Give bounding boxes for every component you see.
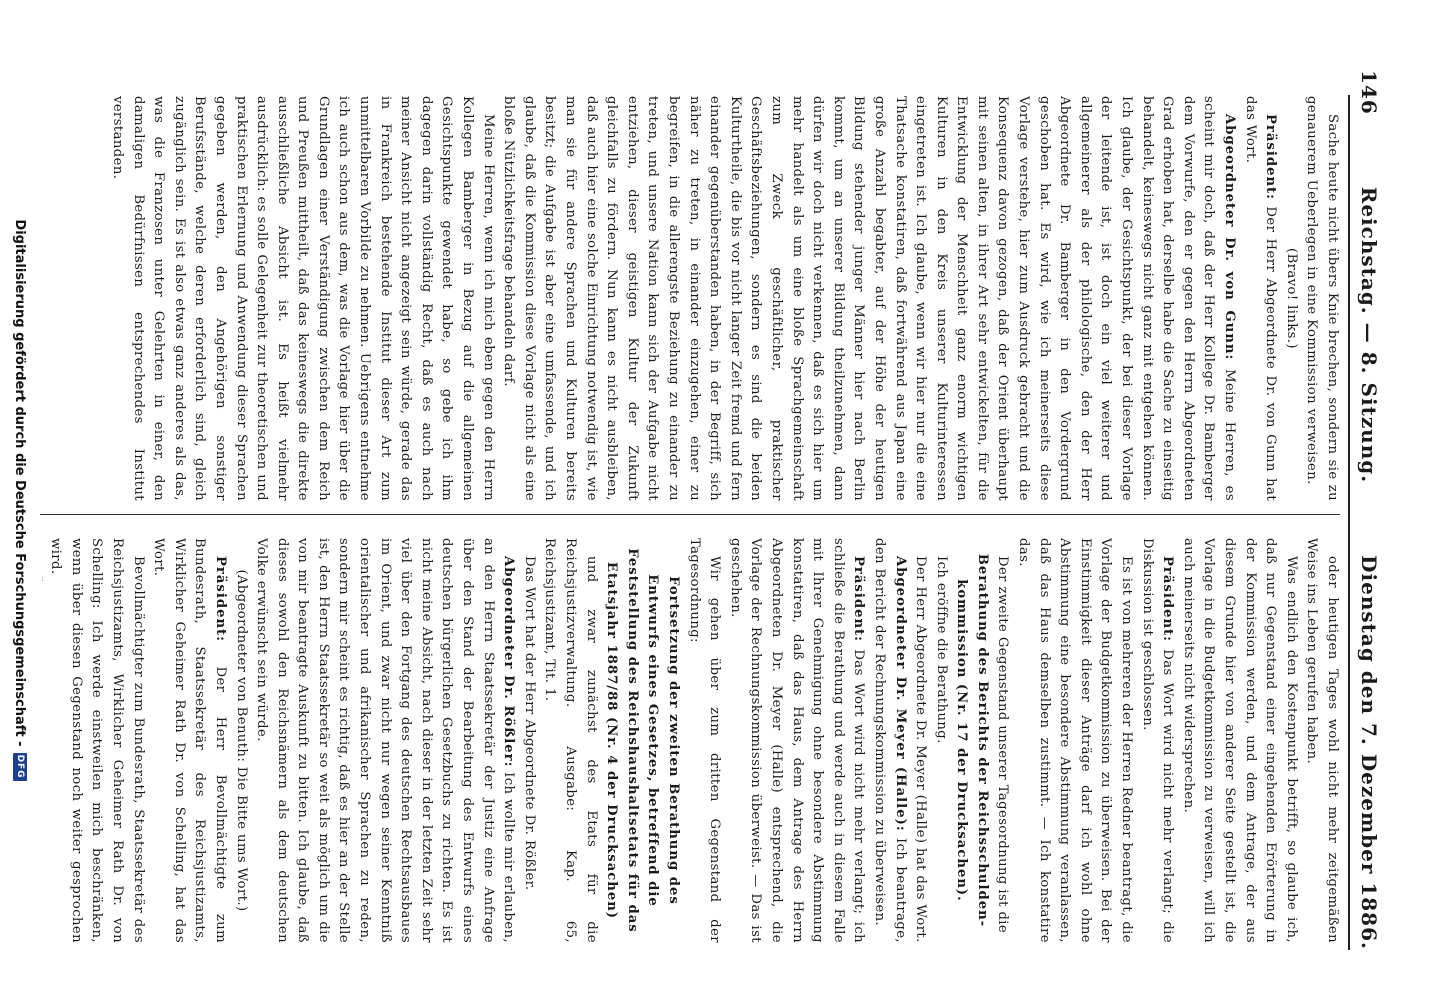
paragraph: [45, 538, 148, 943]
paragraph-text: oder heutigen Tages wohl nicht mehr zeitgemäßen Weise ins Leben gerufen haben.: [1304, 538, 1340, 943]
paragraph-text: Ich beantrage, den Bericht der Rechnungskommission zu überweisen.: [871, 538, 908, 943]
section-title: [601, 538, 683, 943]
paragraph-text: Sache heute nicht übers Knie brechen, sondern sie zu genauerem Ueberlegen in eine Kommission verweisen.: [1304, 96, 1340, 501]
section-title: [951, 538, 992, 943]
interjection: [1280, 96, 1301, 501]
speaker-name: Präsident:: [851, 556, 867, 643]
text-column-left: [42, 96, 1342, 501]
paragraph: [1136, 538, 1177, 943]
paragraph-text: Wir gehen über zum dritten Gegenstand der Tagesordnung:: [686, 538, 723, 943]
column-divider: [40, 514, 1340, 515]
paragraph: [724, 538, 868, 943]
paragraph: [930, 538, 951, 943]
paragraph: [1239, 96, 1280, 501]
paragraph: [539, 538, 601, 943]
paragraph-text: Der Herr Abgeordnete Dr. von Gunn hat das Wort.: [1242, 96, 1279, 501]
paragraph: [992, 538, 1013, 943]
paragraph-text: (Abgeordneter von Benuth: Die Bitte ums Wort.): [233, 569, 249, 912]
paragraph-text: Ich wollte mir erlauben, an den Herrn Staatssekretär der Justiz eine Anfrage über den Stand der Bearbeitung des Entwurfs eines deutschen bürgerlichen Gesetzbuchs zu richten. Es ist nicht meine Absicht, nach dieser in der letzten Zeit sehr viel über den Fortgang des deutschen Rechtsausbaues im Orient, und zwar nicht nur wegen seiner Kenntniß orientalischer und afrikanischer Sprachen zu reden, sondern mir scheint es richtig, daß es hier an der Stelle ist, den Herrn Staatssekretär so weit als möglich um die von mir beantragte Auskunft zu bitten. Ich glaube, daß dieses sowohl den Reichsnämern als dem deutschen Volke erwünscht sein würde.: [254, 538, 517, 943]
paragraph: [868, 538, 909, 943]
paragraph: [106, 96, 497, 501]
speaker-name: Präsident:: [212, 556, 228, 643]
paragraph-text: Der zweite Gegenstand unserer Tagesordnung ist die: [995, 556, 1011, 934]
dfg-logo-icon: DFG: [15, 754, 25, 779]
paragraph: [910, 538, 931, 943]
paragraph-text: und zwar zunächst des Etats für die Reichsjustizverwaltung. Ausgabe: Kap. 65, Reichsjustizamt, Tit. 1.: [542, 538, 599, 943]
paragraph: [518, 538, 539, 943]
paragraph-text: Fortsetzung der zweiten Berathung des Entwurfs eines Gesetzes, betreffend die Feststellung des Reichshaushaltsetats für das Etatsjahr 1887/88 (Nr. 4 der Drucksachen): [604, 548, 681, 933]
paragraph: [1013, 538, 1137, 943]
paragraph: [148, 538, 230, 943]
paragraph: [498, 96, 1239, 501]
paragraph-text: Das Wort hat der Herr Abgeordnete Dr. Rößler.: [521, 556, 537, 891]
speaker-name: Präsident:: [1263, 114, 1279, 201]
paragraph-text: Es ist von mehreren der Herren Redner beantragt, die Vorlage der Budgetkommission zu überweisen. Bei der Einstimmigkeit dieser Anträge darf ich wohl ohne Abstimmung eine besondere Abstimmung veranlassen, daß das Haus demselben zustimmt. — Ich konstatire das.: [1016, 538, 1135, 943]
paragraph-text: Meine Herren, wenn ich mich eben gegen den Herrn Kollegen Bamberger in Bezug auf die allgemeinen Gesichtspunkte gewendet habe, so gebe ich ihm dagegen darin vollständig Recht, daß es auch nach meiner Ansicht nicht angezeigt sein würde, gerade das in Frankreich bestehende Institut dieser Art zum unmittelbaren Vorbilde zu nehmen. Uebrigens entnehme ich auch schon aus dem, was die Vorlage hier über die Grundlagen einer Verständigung zwischen dem Reich und Preußen mittheilt, daß das keineswegs die direkte ausschließliche Absicht ist. Es heißt vielmehr ausdrücklich: es solle Gelegenheit zur theoretischen und praktischen Erlernung und Anwendung dieser Sprachen gegeben werden, den Angehörigen sonstiger Berufsstände, welche deren erforderlich sind, gleich zugänglich sein. Es ist also etwas ganz anderes als das, was die Franzosen unter Gelehrten in einer, den damaligen Bedürfnissen entsprechendes Institut verstanden.: [109, 96, 496, 501]
paragraph-text: Der Herr Abgeordnete Dr. Meyer (Halle) hat das Wort.: [913, 556, 929, 943]
header-rule: [1348, 95, 1350, 950]
paragraph: [1177, 538, 1301, 943]
paragraph-text: Das Wort wird nicht mehr verlangt; ich schließe die Berathung und werde auch in diesem Falle mit Ihrer Genehmigung ohne besondere Abstimmung konstatiren, daß das Haus, dem Antrage des Herrn Abgeordneten Dr. Meyer (Halle) entsprechend, die Vorlage der Rechnungskommission überweist. — Das ist geschehen.: [727, 538, 867, 943]
footer-text: Digitalisierung gefördert durch die Deutsche Forschungsgemeinschaft -: [12, 219, 28, 747]
paragraph: [1301, 96, 1342, 501]
speaker-name: Abgeordneter Dr. Rößler:: [501, 556, 517, 768]
page-number: 146: [1357, 70, 1381, 115]
paragraph-text: Ich eröffne die Berathung.: [933, 556, 949, 744]
paragraph-text: Was endlich den Kostenpunkt betrifft, so glaube ich, daß nur Gegenstand einer eingehenden Erörterung in der Kommission werden, und dem Antrage, der aus diesem Grunde hier von anderer Seite gestellt ist, die Vorlage in die Budgetkommission zu verweisen, will ich auch meinerseits nicht widersprechen.: [1180, 538, 1299, 943]
page-header: [1354, 70, 1384, 950]
running-head: Reichstag. — 8. Sitzung.: [1357, 186, 1381, 484]
paragraph: [42, 538, 45, 943]
speaker-name: Abgeordneter Dr. Meyer (Halle):: [892, 556, 908, 832]
paragraph-text: (Bravo! links.): [1283, 248, 1299, 349]
paragraph-text: Das Wort wird nicht mehr verlangt; die Diskussion ist geschlossen.: [1139, 538, 1176, 943]
paragraph: [251, 538, 519, 943]
paragraph-text: Bevollmächtigter zum Bundesrath, Staatssekretär des Reichsjustizamts, Wirklicher Geheimer Rath Dr. von Schelling: Ich werde einstweilen mich beschränken, wenn über diesen Gegenstand noch weiter gesprochen wird.: [48, 538, 146, 943]
paragraph: [1301, 538, 1342, 943]
session-date: Dienstag den 7. Dezember 1886.: [1357, 555, 1381, 950]
speaker-name: Präsident:: [1160, 556, 1176, 643]
text-column-right: [42, 538, 1342, 943]
speaker-name: Abgeordneter Dr. von Gunn:: [1222, 114, 1238, 361]
speaker-name: [42, 556, 43, 642]
paragraph: [683, 538, 724, 943]
digitization-footer: [5, 0, 35, 1000]
paragraph-text: Berathung des Berichts der Reichsschulden-kommission (Nr. 17 der Drucksachen).: [954, 553, 990, 928]
interjection: [230, 538, 251, 943]
paragraph-text: Meine Herren, es scheint mir doch, daß der Herr Kollege Dr. Bamberger dem Vorwurfe, den er gegen den Herrn Abgeordneten Grad erhoben hat, derselbe habe die Sache zu einseitig behandelt, keineswegs nicht ganz mit entgehen können. Ich glaube, der Gesichtspunkt, der bei dieser Vorlage der leitende ist, ist doch ein viel weiterer und allgemeinerer als der philologische, den der Herr Abgeordnete Dr. Bamberger in den Vordergrund geschoben hat. Es wird, wie ich meinerseits diese Vorlage verstehe, hier zum Ausdruck gebracht und die Konsequenz davon gezogen, daß der Orient überhaupt mit seinen alten, in ihrer Art sehr entwickelten, für die Entwicklung der Menschheit ganz enorm wichtigen Kulturen in den Kreis unserer Kulturinteressen eingetreten ist. Ich glaube, wenn wir hier nur die eine Thatsache konstatiren, daß fortwährend aus Japan eine große Anzahl begabter, auf der Höhe der heutigen Bildung stehender junger Männer hier nach Berlin kommt, um an unserer Bildung theilzunehmen, dann dürfen wir doch nicht verkennen, daß es sich hier um mehr handelt als um eine bloße Sprachgemeinschaft zum Zweck geschäftlicher, praktischer Geschäftsbeziehungen, sondern es sind die beiden Kulturtheile, die bis vor nicht langer Zeit fremd und fern einander gegenüberstanden haben, in der Begriff, sich näher zu treten, in einander einzugehen, einer zu begreifen, in die allerengste Beziehung zu einander zu treten, und unsere Nation kann sich der Aufgabe nicht entziehen, dieser geistigen Kultur der Zukunft gleichfalls zu fördern. Nun kann es nicht ausbleiben, daß auch hier eine solche Einrichtung notwendig ist, wie man sie für andere Sprachen und Kulturen bereits besitzt; die Aufgabe ist aber eine umfassende, und ich glaube, daß die Kommission diese Vorlage nicht als eine bloße Nützlichkeitsfrage behandeln darf.: [501, 96, 1238, 501]
paragraph-text: Der Herr Bevollmächtigte zum Bundesrath, Staatssekretär des Reichsjustizamts, Wirklicher Geheimer Rath Dr. von Schelling, hat das Wort.: [151, 538, 228, 943]
